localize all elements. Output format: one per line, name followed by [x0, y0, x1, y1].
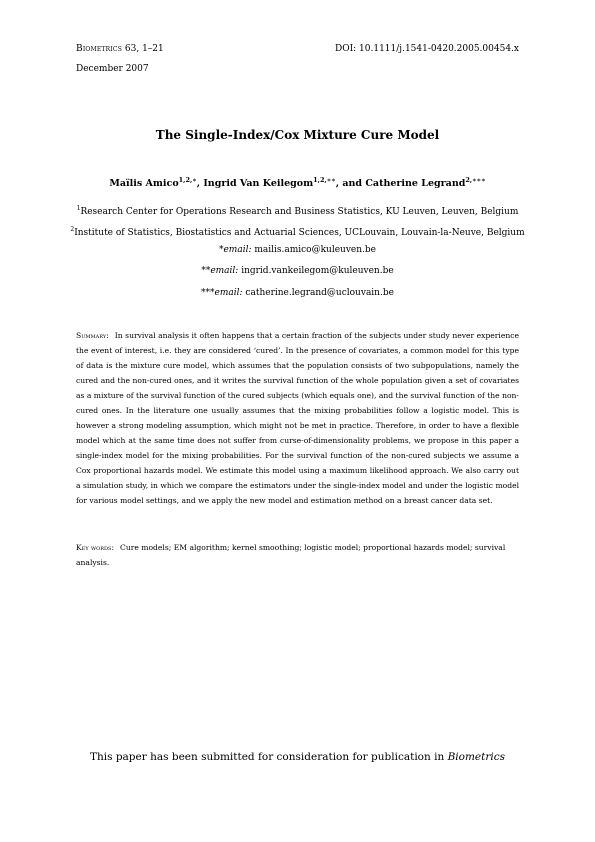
publication-date: December 2007 — [76, 64, 149, 74]
paper-title: The Single-Index/Cox Mixture Cure Model — [155, 128, 440, 142]
author-email — [0, 245, 595, 256]
author-email — [0, 266, 595, 277]
email-mark: *** — [201, 288, 215, 298]
author-list — [0, 176, 595, 189]
author-separator: , and — [335, 178, 366, 190]
email-address[interactable]: mailis.amico@kuleuven.be — [251, 245, 377, 255]
author-name: Catherine Legrand — [365, 178, 466, 190]
author-affiliation-mark: 1,2,∗∗ — [313, 176, 336, 184]
journal-name: Biometrics — [76, 44, 123, 54]
summary-text: In survival analysis it often happens that a certain fraction of the subjects under study never experience the event of interest, i.e. they are considered ‘cured’. In the presence of covariates, a common model for this type of data is the mixture cure model, which assumes that the population consists of two subpopulations, namely the cured and the non-cured ones, and it writes the survival function of the whole population given a set of covariates as a mixture of the survival function of the cured subjects (which equals one), and the survival function of the non-cured ones. In the literature one usually assumes that the mixing probabilities follow a logistic model. This is however a strong modeling assumption, which might not be met in practice. Therefore, in order to have a flexible model which at the same time does not suffer from curse-of-dimensionality problems, we propose in this paper a single-index model for the mixing probabilities. For the survival function of the non-cured subjects we assume a Cox proportional hazards model. We estimate this model using a maximum likelihood approach. We also carry out a simulation study, in which we compare the estimators under the single-index model and under the logistic model for various model settings, and we apply the new model and estimation method on a breast cancer data set. — [76, 331, 519, 505]
email-label: email: — [210, 266, 239, 276]
author-affiliation-mark: 2,∗∗∗ — [465, 176, 486, 184]
doi: DOI: 10.1111/j.1541-0420.2005.00454.x — [335, 44, 519, 54]
email-label: email: — [223, 245, 252, 255]
author-name: Maïlis Amico — [109, 178, 179, 190]
keywords-label: Key words: — [76, 543, 115, 552]
affiliation-text: Institute of Statistics, Biostatistics and Actuarial Sciences, UCLouvain, Louvain-la-Neuve, Belgium — [74, 228, 525, 238]
summary-label: Summary: — [76, 331, 109, 340]
email-mark: ** — [201, 266, 211, 276]
affiliation-text: Research Center for Operations Research and Business Statistics, KU Leuven, Leuven, Belgium — [80, 207, 519, 217]
keywords — [76, 540, 519, 570]
keywords-text: Cure models; EM algorithm; kernel smoothing; logistic model; proportional hazards model; survival analysis. — [76, 543, 506, 567]
affiliation-mark: 2 — [70, 226, 75, 233]
affiliation — [0, 203, 595, 218]
volume-pages: 63, 1–21 — [122, 44, 164, 54]
submission-note-text: This paper has been submitted for consideration for publication in — [89, 751, 448, 763]
running-header-citation — [76, 44, 164, 55]
email-mark: * — [218, 245, 224, 255]
affiliation — [0, 224, 595, 239]
author-separator: , — [196, 178, 204, 190]
submission-note — [0, 751, 595, 763]
email-address[interactable]: ingrid.vankeilegom@kuleuven.be — [238, 266, 394, 276]
submission-journal: Biometrics — [447, 751, 506, 763]
author-email — [0, 288, 595, 299]
affiliation-mark: 1 — [76, 205, 81, 212]
email-address[interactable]: catherine.legrand@uclouvain.be — [242, 288, 394, 298]
email-label: email: — [214, 288, 243, 298]
author-affiliation-mark: 1,2,∗ — [178, 176, 197, 184]
summary-abstract — [76, 328, 519, 508]
author-name: Ingrid Van Keilegom — [203, 178, 314, 190]
